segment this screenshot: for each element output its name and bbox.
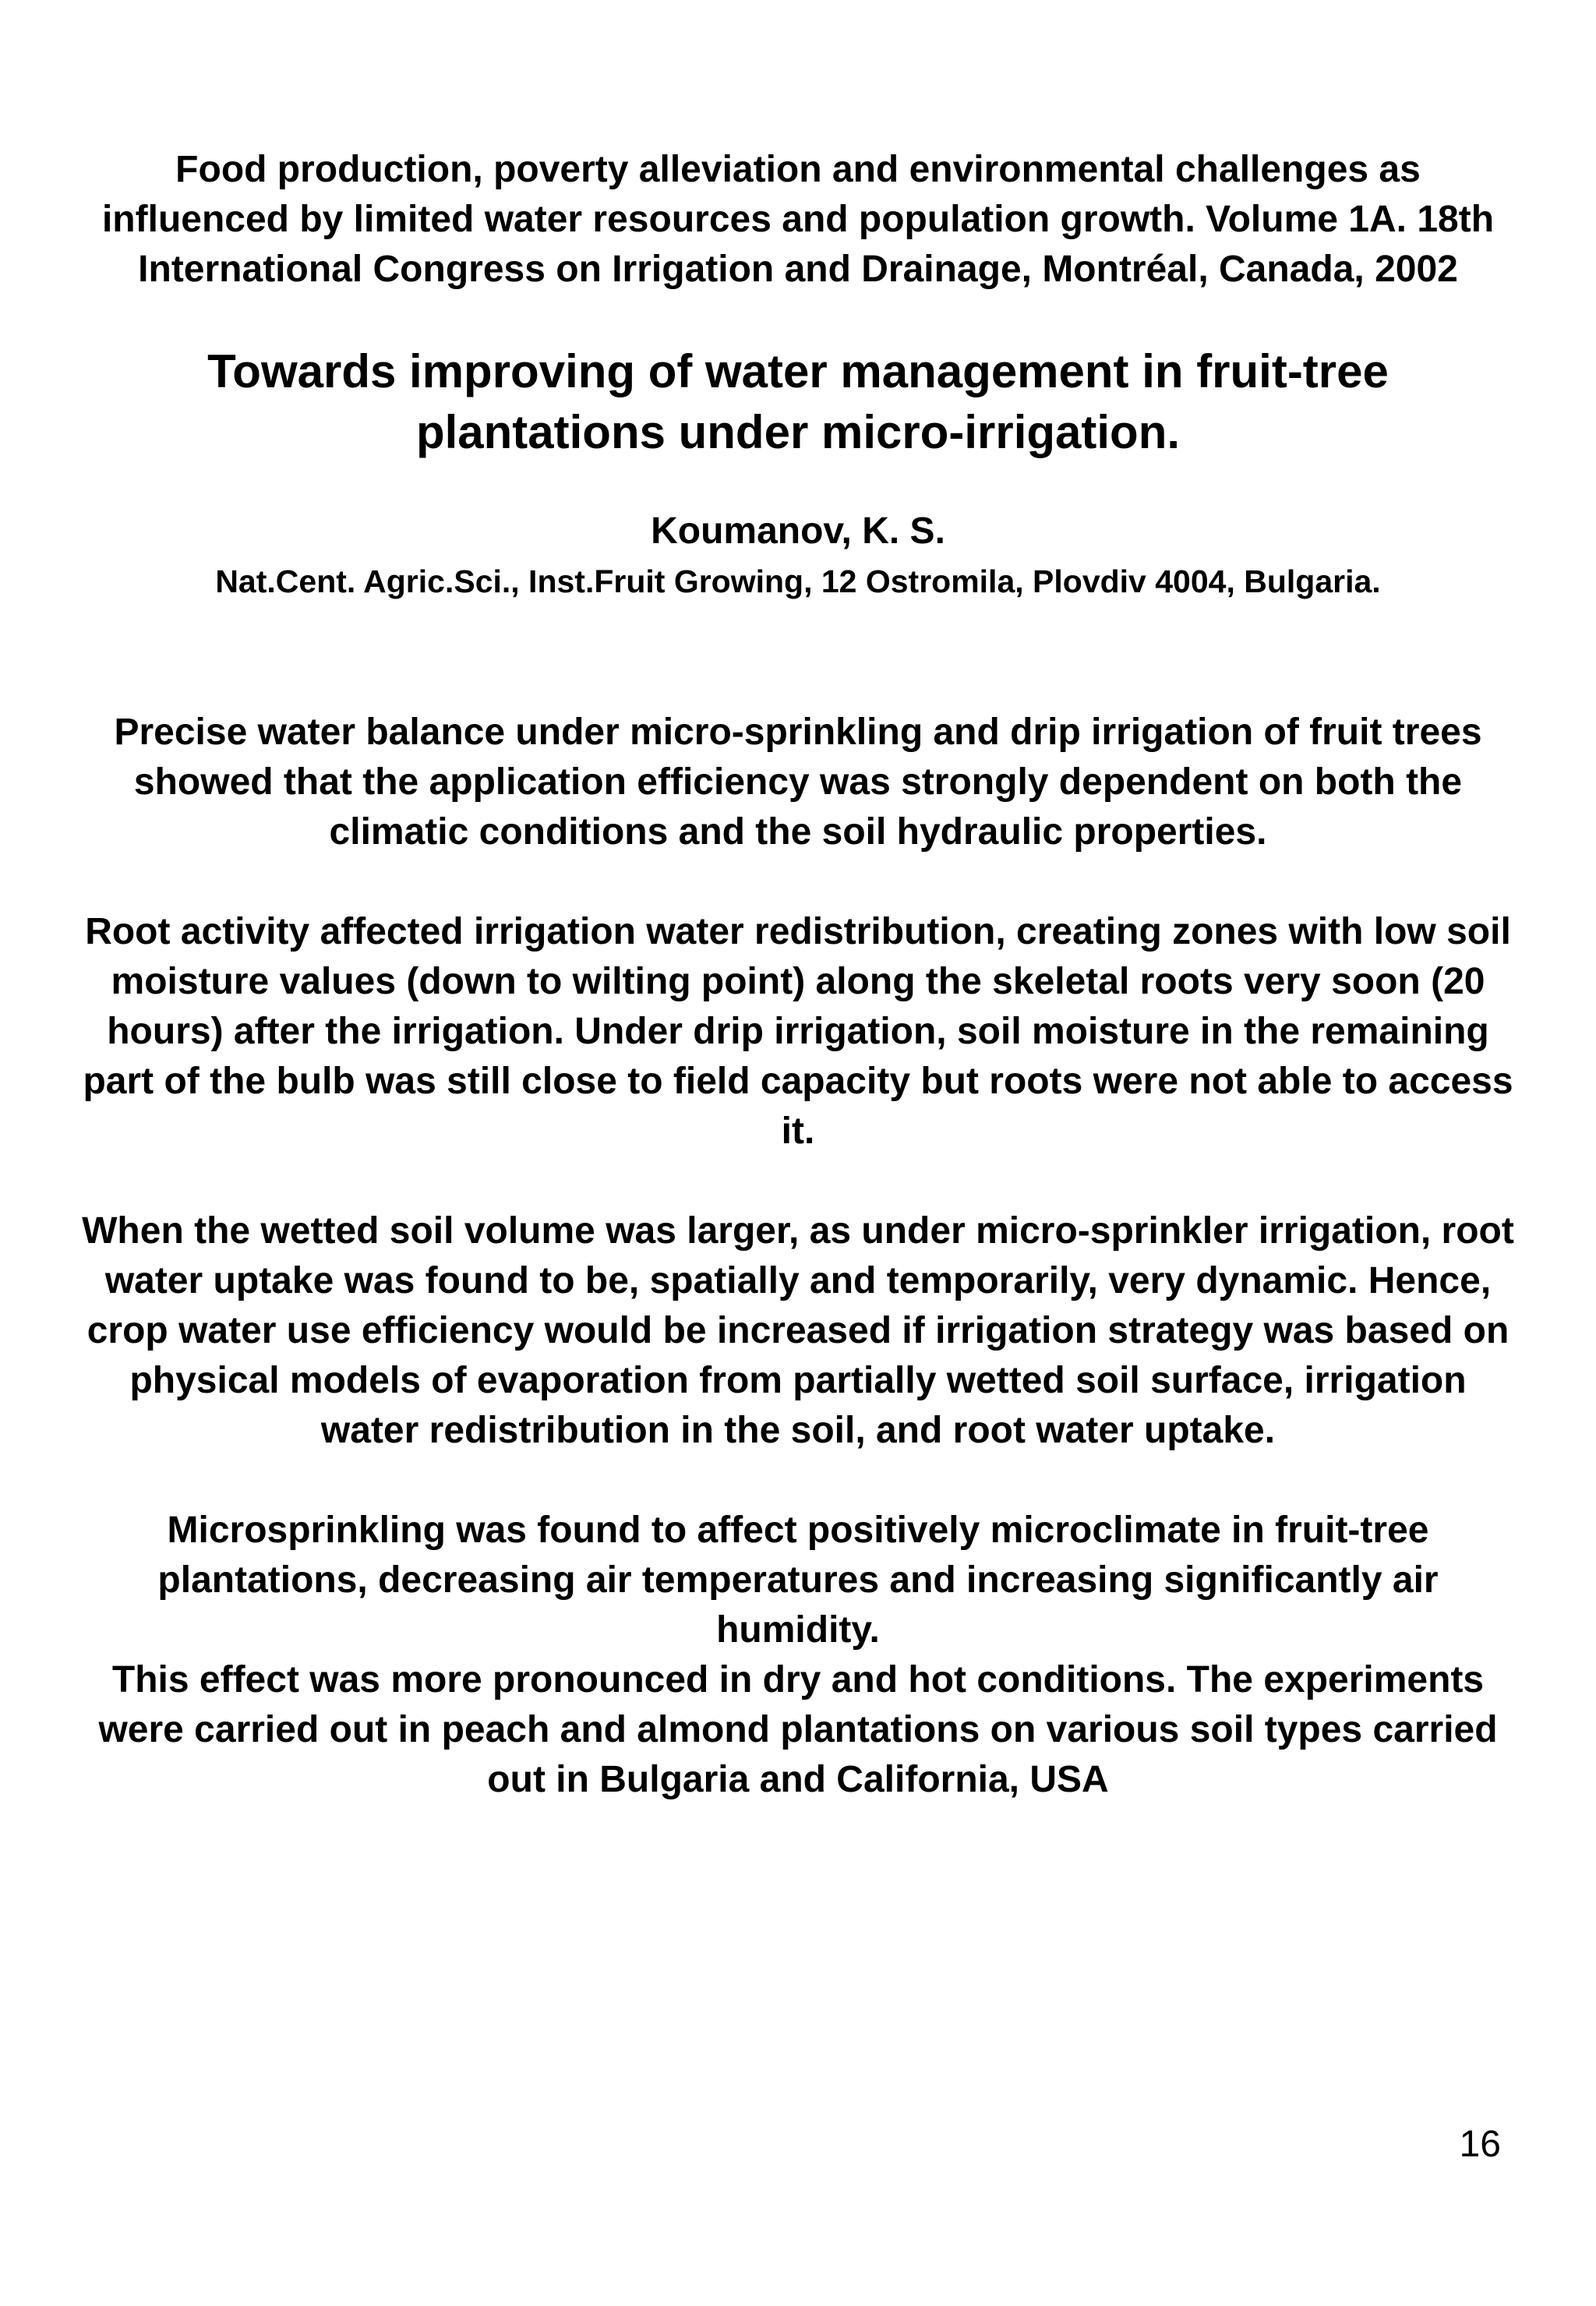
abstract-paragraph: Precise water balance under micro-sprinkling and drip irrigation of fruit trees showed that the application efficiency was strongly dependent on both the climatic conditions and the soil hydraulic properties.: [114, 712, 1482, 853]
author-affiliation: Nat.Cent. Agric.Sci., Inst.Fruit Growing, 12 Ostromila, Plovdiv 4004, Bulgaria.: [215, 563, 1381, 599]
source-citation: Food production, poverty alleviation and environmental challenges as influenced by limited water resources and population growth. Volume 1A. 18th International Congress on Irrigation and Drainage, Montréal, Canada, 2002: [101, 149, 1495, 290]
author-name: Koumanov, K. S.: [651, 510, 945, 552]
abstract-paragraph: Microsprinkling was found to affect positively microclimate in fruit-tree plantations, decreasing air temperatures and increasing significantly air humidity.: [157, 1510, 1439, 1651]
abstract-paragraph: When the wetted soil volume was larger, as under micro-sprinkler irrigation, root water uptake was found to be, spatially and temporarily, very dynamic. Hence, crop water use efficiency would be increased if irrigation strategy was based on physical models of evaporation from partially wetted soil surface, irrigation water redistribution in the soil, and root water uptake.: [82, 1210, 1514, 1451]
abstract-paragraph: This effect was more pronounced in dry and hot conditions. The experiments were carried out in peach and almond plantations on various soil types carried out in Bulgaria and California, USA: [98, 1659, 1498, 1800]
abstract-body: [78, 708, 1518, 1805]
abstract-paragraph: Root activity affected irrigation water redistribution, creating zones with low soil moisture values (down to wilting point) along the skeletal roots very soon (20 hours) after the irrigation. Under drip irrigation, soil moisture in the remaining part of the bulb was still close to field capacity but roots were not able to access it.: [83, 911, 1513, 1152]
page-number: 16: [1459, 2124, 1501, 2165]
paper-title: Towards improving of water management in fruit-tree plantations under micro-irrigation.: [207, 345, 1389, 458]
